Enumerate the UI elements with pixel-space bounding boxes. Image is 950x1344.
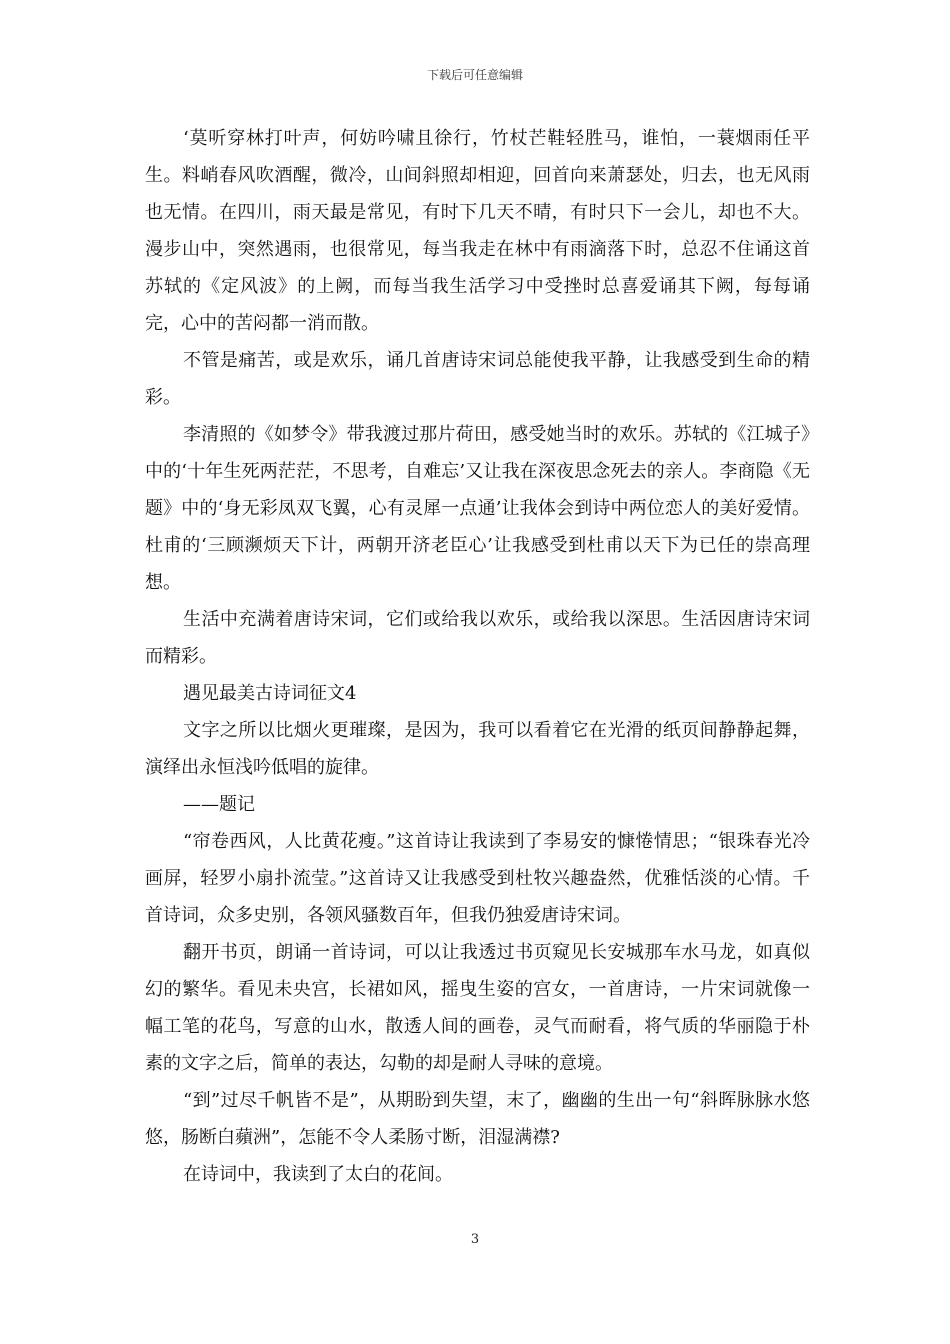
page-number: 3 [470,1232,480,1247]
paragraph: ‘莫听穿林打叶声，何妨吟啸且徐行，竹杖芒鞋轻胜马，谁怕，一蓑烟雨任平生。料峭春风吹酒醒，微冷，山间斜照却相迎，回首向来萧瑟处，归去，也无风雨也无情。在四川，雨天最是常见，有时下几天不晴，有时只下一会儿，却也不大。漫步山中，突然遇雨，也很常见，每当我走在林中有雨滴落下时，总忍不住诵这首苏轼的《定风波》的上阙，而每当我生活学习中受挫时总喜爱诵其下阙，每每诵完，心中的苦闷都一消而散。 [145,128,810,334]
page-header: 下载后可任意编辑 [426,68,523,82]
paragraph: 文字之所以比烟火更璀璨，是因为，我可以看着它在光滑的纸页间静静起舞，演绎出永恒浅吟低唱的旋律。 [145,720,810,778]
paragraph: 在诗词中，我读到了太白的花间。 [183,1164,453,1185]
epigraph-attribution: ——题记 [183,794,255,815]
document-body [145,120,810,1193]
paragraph: 李清照的《如梦令》带我渡过那片荷田，感受她当时的欢乐。苏轼的《江城子》中的‘十年生死两茫茫，不思考，自难忘’又让我在深夜思念死去的亲人。李商隐《无题》中的‘身无彩凤双飞翼，心有灵犀一点通’让我体会到诗中两位恋人的美好爱情。杜甫的‘三顾濒烦天下计，两朝开济老臣心’让我感受到杜甫以天下为已任的崇高理想。 [145,424,810,593]
paragraph: 生活中充满着唐诗宋词，它们或给我以欢乐，或给我以深思。生活因唐诗宋词而精彩。 [145,609,810,667]
paragraph: 翻开书页，朗诵一首诗词，可以让我透过书页窥见长安城那车水马龙，如真似幻的繁华。看见未央宫，长裙如风，摇曳生姿的宫女，一首唐诗，一片宋词就像一幅工笔的花鸟，写意的山水，散透人间的画卷，灵气而耐看，将气质的华丽隐于朴素的文字之后，简单的表达，勾勒的却是耐人寻味的意境。 [145,942,810,1074]
paragraph: 不管是痛苦，或是欢乐，诵几首唐诗宋词总能使我平静，让我感受到生命的精彩。 [145,350,810,408]
paragraph: “帘卷西风，人比黄花瘦。”这首诗让我读到了李易安的慷惓情思；“银珠春光冷画屏，轻罗小扇扑流莹。”这首诗又让我感受到杜牧兴趣盎然，优雅恬淡的心情。千首诗词，众多史别，各领风骚数百年，但我仍独爱唐诗宋词。 [145,831,810,926]
section-heading: 遇见最美古诗词征文4 [183,683,357,704]
paragraph: “到”过尽千帆皆不是”，从期盼到失望，末了，幽幽的生出一句“斜晖脉脉水悠悠，肠断白蘋洲”，怎能不令人柔肠寸断，泪湿满襟? [145,1090,810,1148]
